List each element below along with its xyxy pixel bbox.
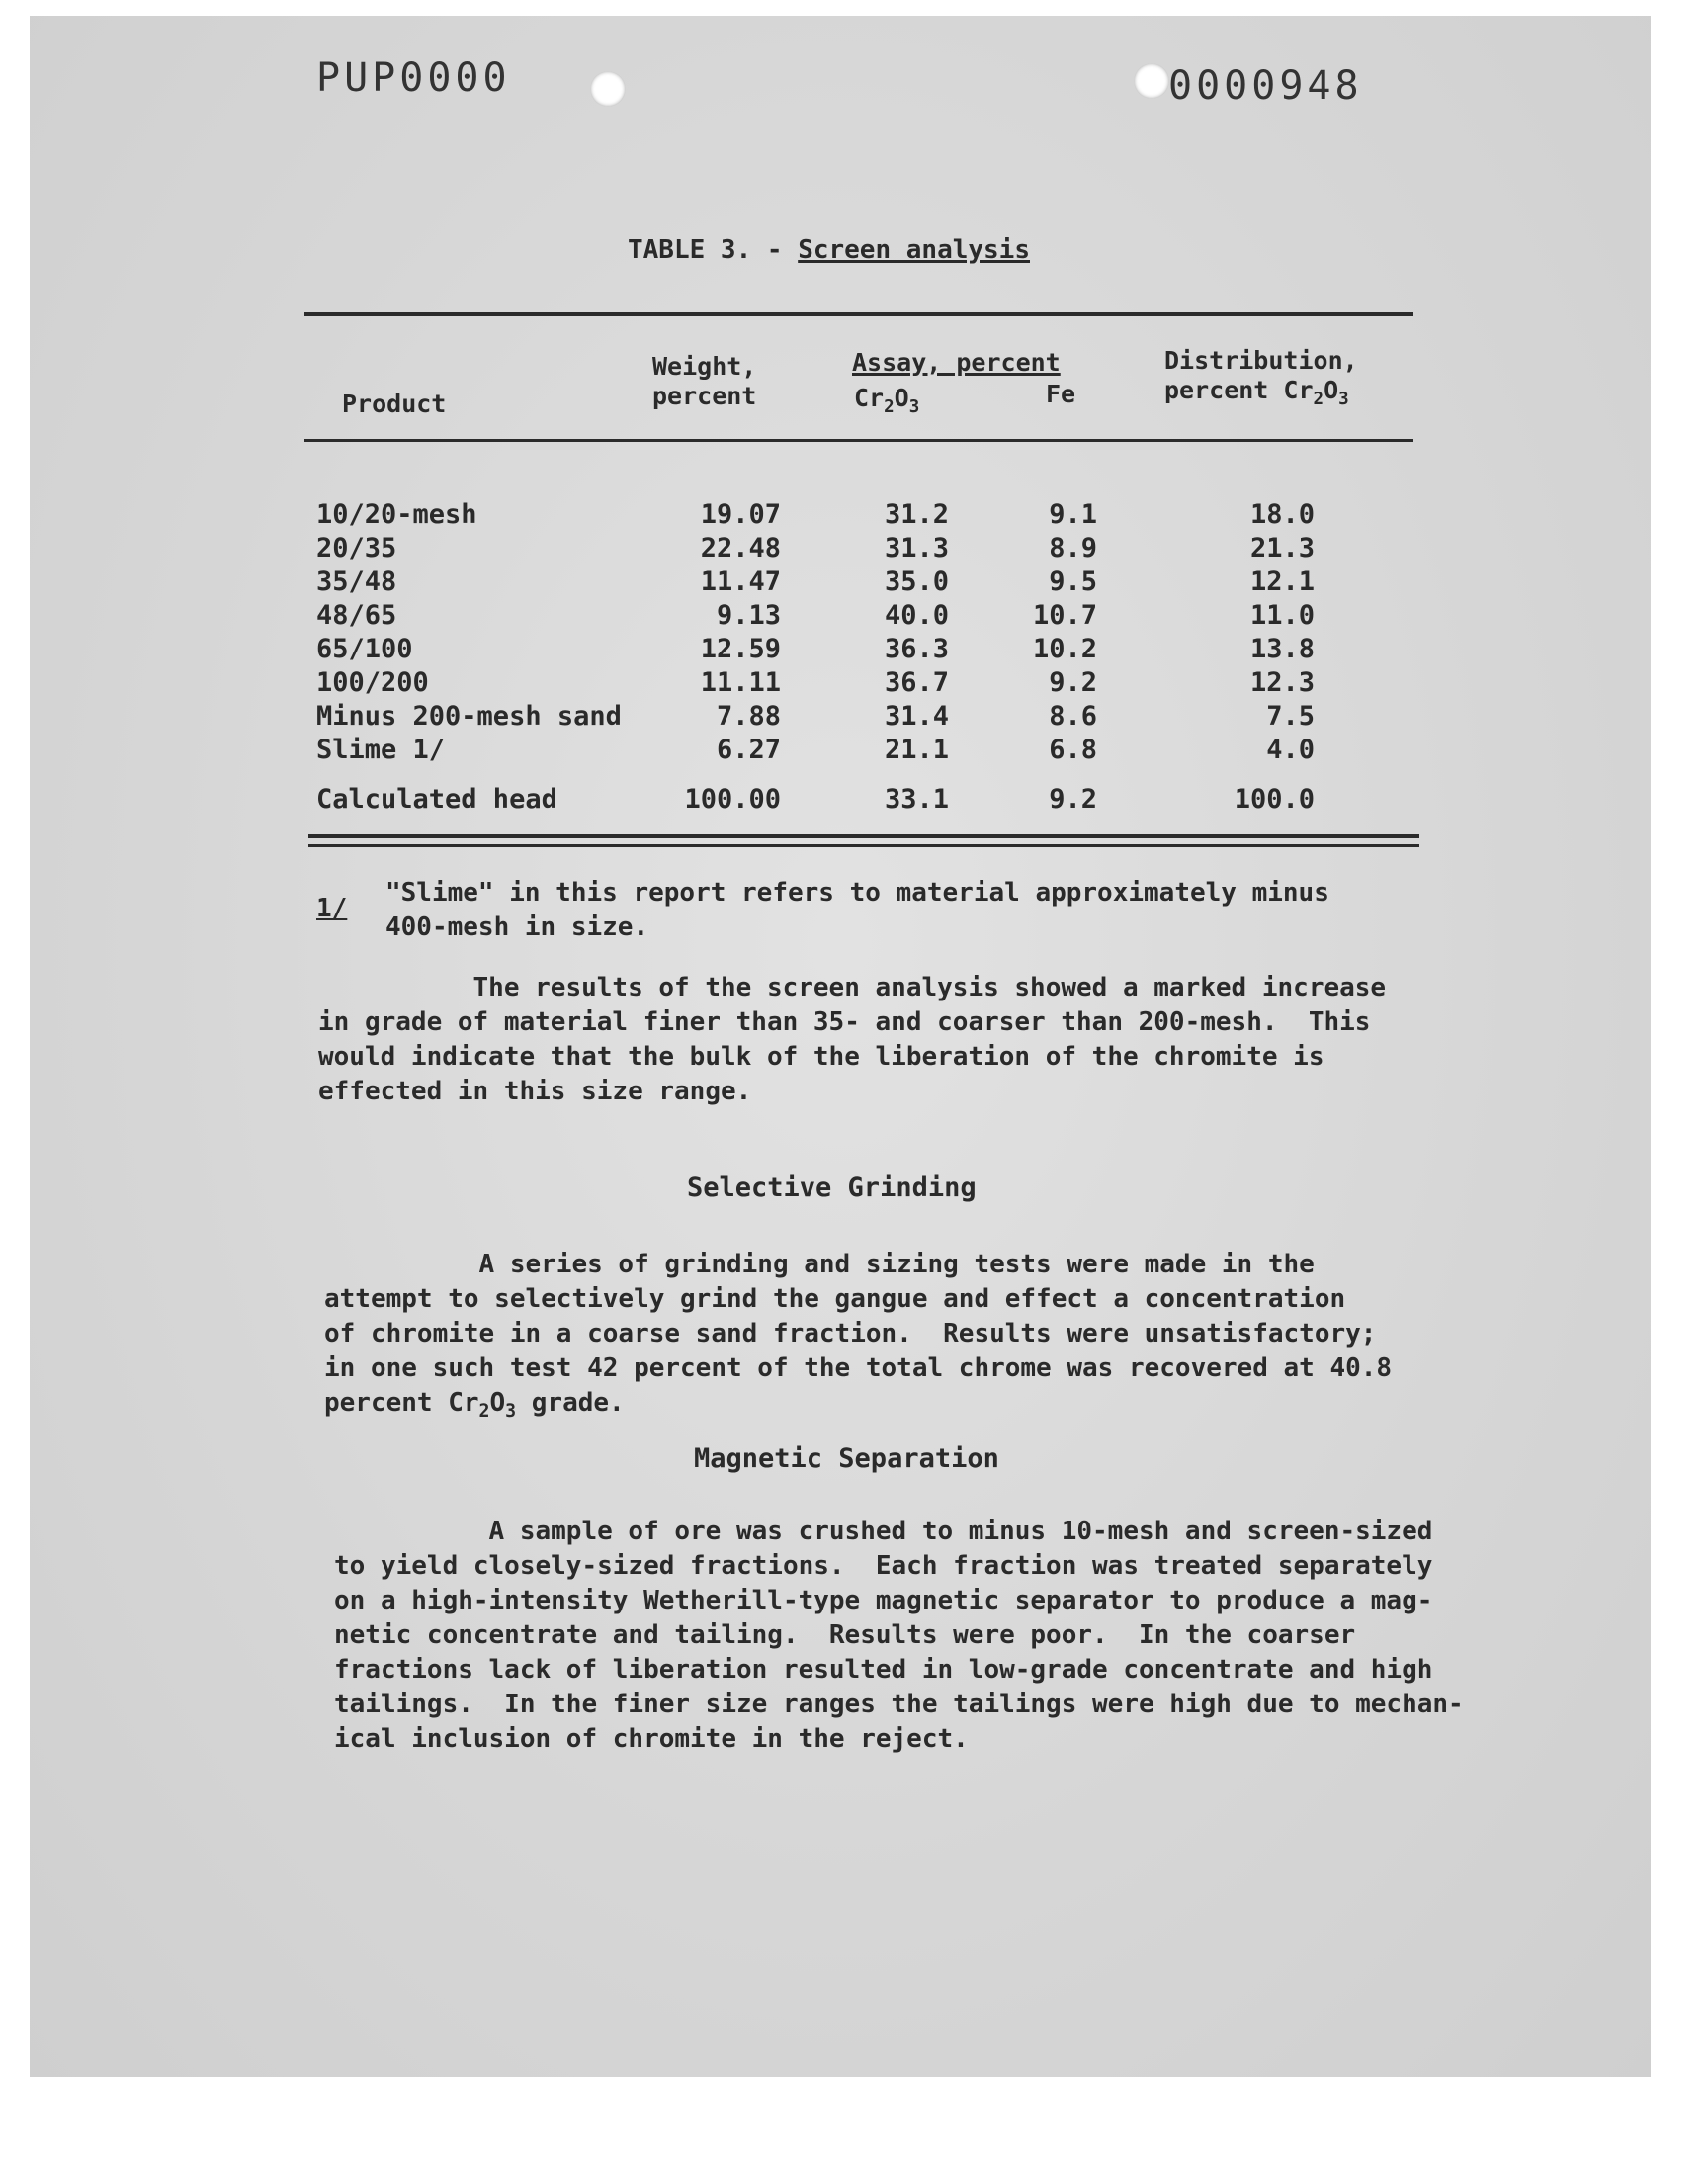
paragraph-line: A sample of ore was crushed to minus 10-mesh and screen-sized [334, 1517, 1433, 1546]
paragraph-line: percent $Cr_2O_3$ grade. [324, 1388, 625, 1423]
cell-distribution: 18.0 [1249, 499, 1315, 530]
cell-weight: 6.27 [716, 735, 781, 765]
cell-product: 20/35 [316, 533, 397, 564]
paragraph-magnetic-separation [334, 1515, 1464, 1757]
cell-distribution: 11.0 [1249, 600, 1315, 631]
header-weight-line1: Weight, [652, 352, 757, 381]
cell-product: 65/100 [316, 634, 413, 664]
document-code-right: 0000948 [1168, 63, 1363, 109]
cell-weight: 19.07 [700, 499, 781, 530]
paragraph-line: on a high-intensity Wetherill-type magnetic separator to produce a mag- [334, 1586, 1433, 1615]
paragraph-line: ical inclusion of chromite in the reject. [334, 1724, 969, 1754]
header-distribution-line1: Distribution, [1164, 346, 1358, 375]
cell-assay-cr2o3: 21.1 [884, 735, 949, 765]
paragraph-line: effected in this size range. [318, 1077, 752, 1106]
document-code-left: PUP0000 [316, 55, 511, 101]
table-title-name: Screen analysis [798, 235, 1030, 265]
paragraph-line: in grade of material finer than 35- and coarser than 200-mesh. This [318, 1007, 1371, 1037]
footnote-line2: 400-mesh in size. [385, 913, 649, 942]
cell-weight: 11.47 [700, 566, 781, 597]
table-bottom-rule-1 [308, 834, 1419, 838]
footnote-line1: "Slime" in this report refers to material approximately minus [385, 878, 1329, 908]
footnote-text [385, 876, 1329, 945]
header-assay-cr2o3: $Cr_2O_3$ [854, 384, 920, 417]
cell-assay-fe: 8.9 [1049, 533, 1097, 564]
paragraph-line: would indicate that the bulk of the liberation of the chromite is [318, 1042, 1324, 1072]
paragraph-line: netic concentrate and tailing. Results were poor. In the coarser [334, 1620, 1356, 1650]
paragraph-line: The results of the screen analysis showed a marked increase [318, 973, 1387, 1002]
cell-assay-fe: 9.5 [1049, 566, 1097, 597]
footnote-mark: 1/ [316, 894, 348, 923]
cell-product: Minus 200-mesh sand [316, 701, 622, 732]
header-assay-fe: Fe [1046, 380, 1076, 408]
header-product: Product [342, 390, 447, 418]
cell-product: 48/65 [316, 600, 397, 631]
paragraph-selective-grinding [324, 1248, 1392, 1429]
cell-assay-cr2o3: 35.0 [884, 566, 949, 597]
paragraph-line: in one such test 42 percent of the total chrome was recovered at 40.8 [324, 1353, 1393, 1383]
cell-assay-fe: 6.8 [1049, 735, 1097, 765]
cell-assay-cr2o3: 36.7 [884, 667, 949, 698]
cell-weight: 12.59 [700, 634, 781, 664]
cell-weight: 11.11 [700, 667, 781, 698]
cell-product: Slime 1/ [316, 735, 446, 765]
table-title [628, 235, 1030, 265]
cell-distribution: 21.3 [1249, 533, 1315, 564]
paragraph-line: A series of grinding and sizing tests were made in the [324, 1250, 1315, 1279]
cell-product: 35/48 [316, 566, 397, 597]
cell-product: 10/20-mesh [316, 499, 477, 530]
cell-assay-cr2o3: 31.3 [884, 533, 949, 564]
header-distribution-line2: percent $Cr_2O_3$ [1164, 376, 1349, 409]
paragraph-line: of chromite in a coarse sand fraction. Results were unsatisfactory; [324, 1319, 1377, 1348]
heading-magnetic-separation: Magnetic Separation [694, 1443, 999, 1474]
table-top-rule [304, 312, 1413, 316]
heading-selective-grinding: Selective Grinding [687, 1173, 977, 1203]
cell-assay-cr2o3: 40.0 [884, 600, 949, 631]
punch-hole [590, 71, 626, 107]
cell-assay-fe: 9.2 [1049, 784, 1097, 815]
cell-distribution: 100.0 [1234, 784, 1315, 815]
paragraph-line: fractions lack of liberation resulted in low-grade concentrate and high [334, 1655, 1433, 1685]
cell-weight: 100.00 [684, 784, 781, 815]
cell-distribution: 13.8 [1249, 634, 1315, 664]
cell-weight: 7.88 [716, 701, 781, 732]
cell-assay-fe: 10.7 [1032, 600, 1097, 631]
document-page [30, 16, 1651, 2077]
paragraph-line: attempt to selectively grind the gangue and effect a concentration [324, 1284, 1346, 1314]
header-weight [652, 352, 756, 411]
cell-distribution: 7.5 [1266, 701, 1315, 732]
header-weight-line2: percent [652, 382, 757, 410]
cell-assay-cr2o3: 33.1 [884, 784, 949, 815]
cell-distribution: 12.1 [1249, 566, 1315, 597]
cell-product: 100/200 [316, 667, 429, 698]
cell-assay-cr2o3: 31.4 [884, 701, 949, 732]
header-assay-group: Assay, percent [852, 348, 1061, 377]
paragraph-line: to yield closely-sized fractions. Each fraction was treated separately [334, 1551, 1433, 1581]
cell-assay-fe: 9.1 [1049, 499, 1097, 530]
cell-distribution: 12.3 [1249, 667, 1315, 698]
cell-assay-fe: 10.2 [1032, 634, 1097, 664]
cell-assay-cr2o3: 31.2 [884, 499, 949, 530]
table-bottom-rule-2 [308, 844, 1419, 847]
cell-assay-fe: 8.6 [1049, 701, 1097, 732]
table-title-prefix: TABLE 3. - [628, 235, 799, 265]
cell-distribution: 4.0 [1266, 735, 1315, 765]
cell-assay-fe: 9.2 [1049, 667, 1097, 698]
paragraph-line: tailings. In the finer size ranges the tailings were high due to mechan- [334, 1690, 1464, 1719]
punch-hole [1134, 63, 1169, 99]
cell-assay-cr2o3: 36.3 [884, 634, 949, 664]
header-distribution [1164, 346, 1358, 414]
paragraph-screen-analysis [318, 971, 1386, 1109]
cell-weight: 22.48 [700, 533, 781, 564]
cell-weight: 9.13 [716, 600, 781, 631]
cell-product: Calculated head [316, 784, 557, 815]
table-header-rule [304, 439, 1413, 442]
